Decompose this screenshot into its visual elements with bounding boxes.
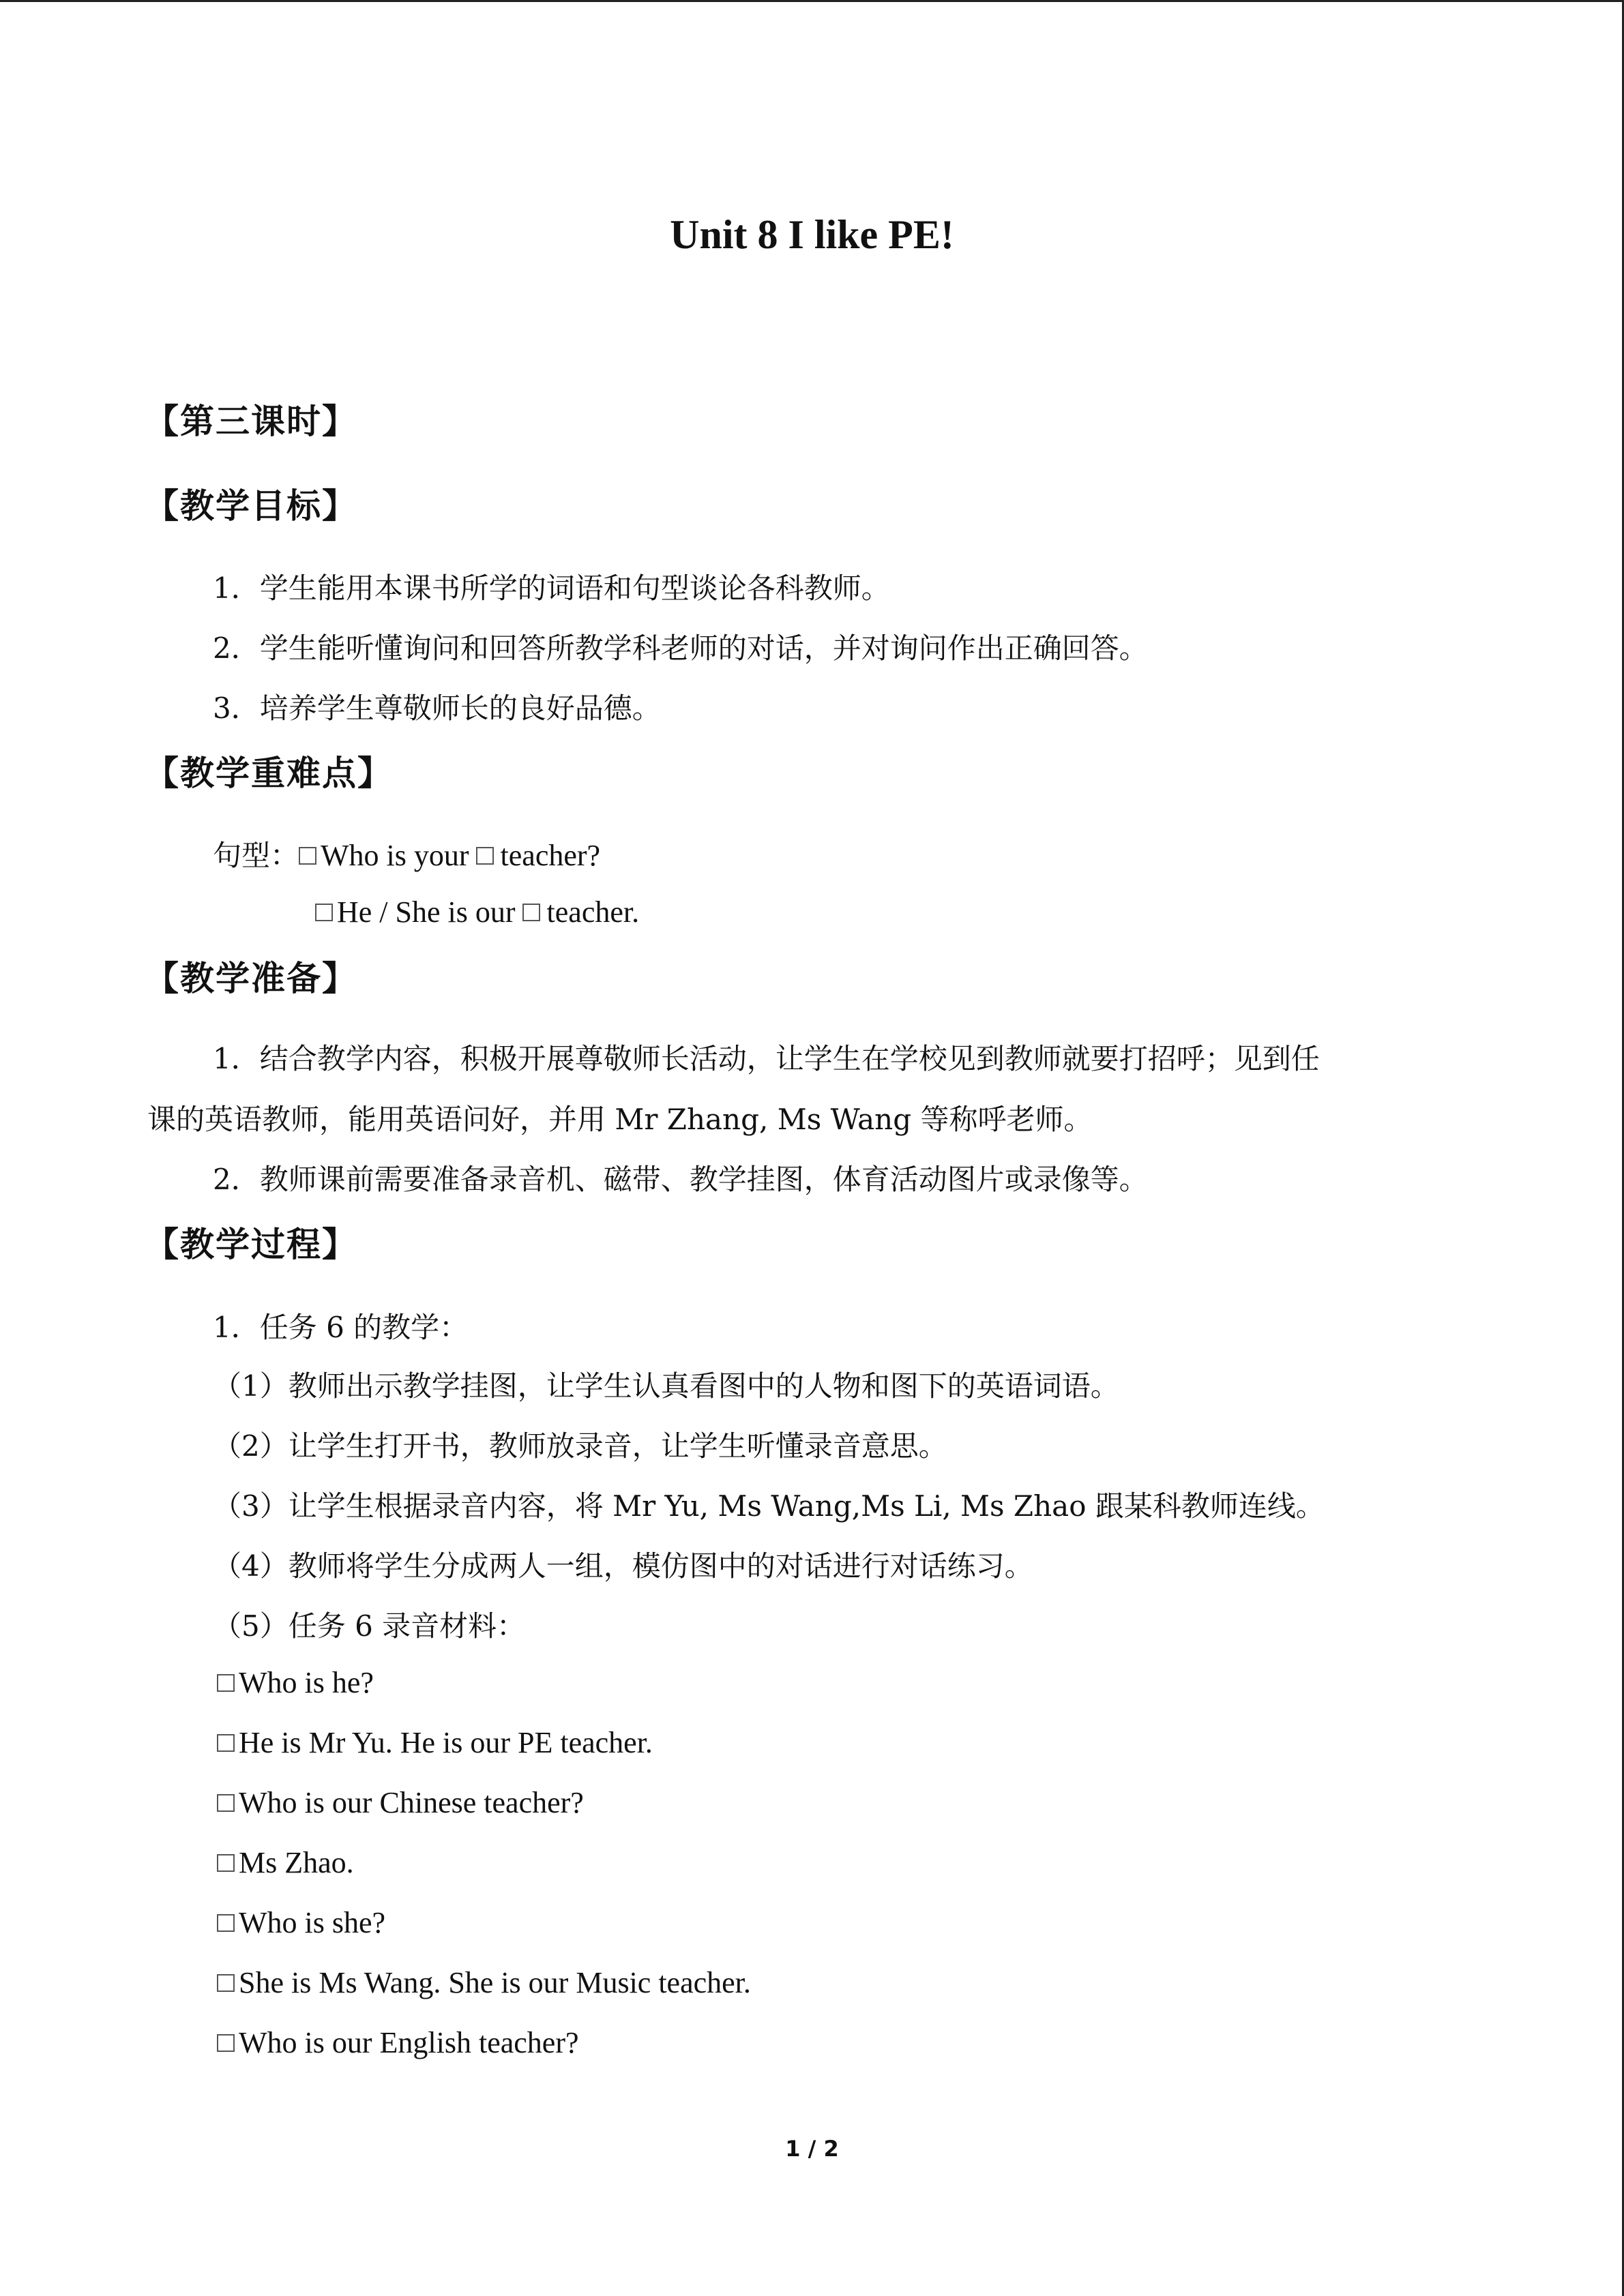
dialogue-text: Who is our English teacher? <box>239 2026 579 2059</box>
preparation-item-1-line-1: 1．结合教学内容，积极开展尊敬师长活动，让学生在学校见到教师就要打招呼；见到任 <box>213 1042 1320 1075</box>
key-point-line1-b: teacher? <box>500 839 601 872</box>
heading-objectives: 【教学目标】 <box>145 486 357 526</box>
dialogue-text: Who is he? <box>239 1666 374 1699</box>
checkbox-icon <box>217 1854 235 1872</box>
checkbox-icon <box>299 847 316 865</box>
heading-process: 【教学过程】 <box>145 1225 357 1264</box>
checkbox-icon <box>217 1974 235 1992</box>
dialogue-line-1 <box>217 1665 374 1700</box>
key-point-line1-a: Who is your <box>321 839 469 872</box>
dialogue-line-5 <box>217 1905 385 1940</box>
key-point-label: 句型： <box>213 839 299 872</box>
dialogue-line-6 <box>217 1965 751 2000</box>
objective-2: 2．学生能听懂询问和回答所教学科老师的对话，并对询问作出正确回答。 <box>213 631 1148 665</box>
preparation-item-1-line-2: 课的英语教师，能用英语问好，并用 Mr Zhang, Ms Wang 等称呼老师。 <box>147 1103 1093 1136</box>
dialogue-line-3 <box>217 1785 584 1820</box>
key-point-line-2 <box>315 895 639 929</box>
process-task: 1．任务 6 的教学： <box>213 1311 469 1344</box>
dialogue-line-7 <box>217 2025 579 2060</box>
dialogue-text: Ms Zhao. <box>239 1846 354 1879</box>
checkbox-icon <box>315 904 333 921</box>
process-step-4: （4）教师将学生分成两人一组，模仿图中的对话进行对话练习。 <box>213 1549 1033 1583</box>
key-point-line-1 <box>213 833 600 874</box>
dialogue-text: He is Mr Yu. He is our PE teacher. <box>239 1726 653 1759</box>
process-step-1: （1）教师出示教学挂图，让学生认真看图中的人物和图下的英语词语。 <box>213 1369 1119 1403</box>
heading-lesson: 【第三课时】 <box>145 402 357 441</box>
heading-preparation: 【教学准备】 <box>145 959 357 998</box>
dialogue-line-2 <box>217 1725 653 1760</box>
page-border-top <box>0 0 1624 2</box>
checkbox-icon <box>217 1794 235 1812</box>
checkbox-icon <box>217 2034 235 2052</box>
key-point-line2-b: teacher. <box>546 895 640 929</box>
process-step-2: （2）让学生打开书，教师放录音，让学生听懂录音意思。 <box>213 1429 947 1463</box>
checkbox-icon <box>217 1734 235 1752</box>
checkbox-icon <box>217 1914 235 1932</box>
preparation-item-2: 2．教师课前需要准备录音机、磁带、教学挂图，体育活动图片或录像等。 <box>213 1163 1148 1196</box>
dialogue-text: Who is she? <box>239 1906 386 1939</box>
heading-key-points: 【教学重难点】 <box>145 754 393 793</box>
checkbox-icon <box>217 1674 235 1692</box>
key-point-line2-a: He / She is our <box>337 895 516 929</box>
process-step-3: （3）让学生根据录音内容，将 Mr Yu, Ms Wang,Ms Li, Ms Zhao 跟某科教师连线。 <box>213 1489 1325 1523</box>
page-number: 1 / 2 <box>785 2136 839 2162</box>
dialogue-line-4 <box>217 1845 354 1880</box>
checkbox-icon <box>522 904 540 921</box>
document-title: Unit 8 I like PE! <box>670 212 954 257</box>
checkbox-icon <box>476 847 494 865</box>
objective-1: 1．学生能用本课书所学的词语和句型谈论各科教师。 <box>213 571 890 605</box>
objective-3: 3．培养学生尊敬师长的良好品德。 <box>213 691 661 725</box>
dialogue-text: Who is our Chinese teacher? <box>239 1786 584 1819</box>
dialogue-text: She is Ms Wang. She is our Music teacher. <box>239 1966 751 1999</box>
process-step-5: （5）任务 6 录音材料： <box>213 1609 526 1643</box>
